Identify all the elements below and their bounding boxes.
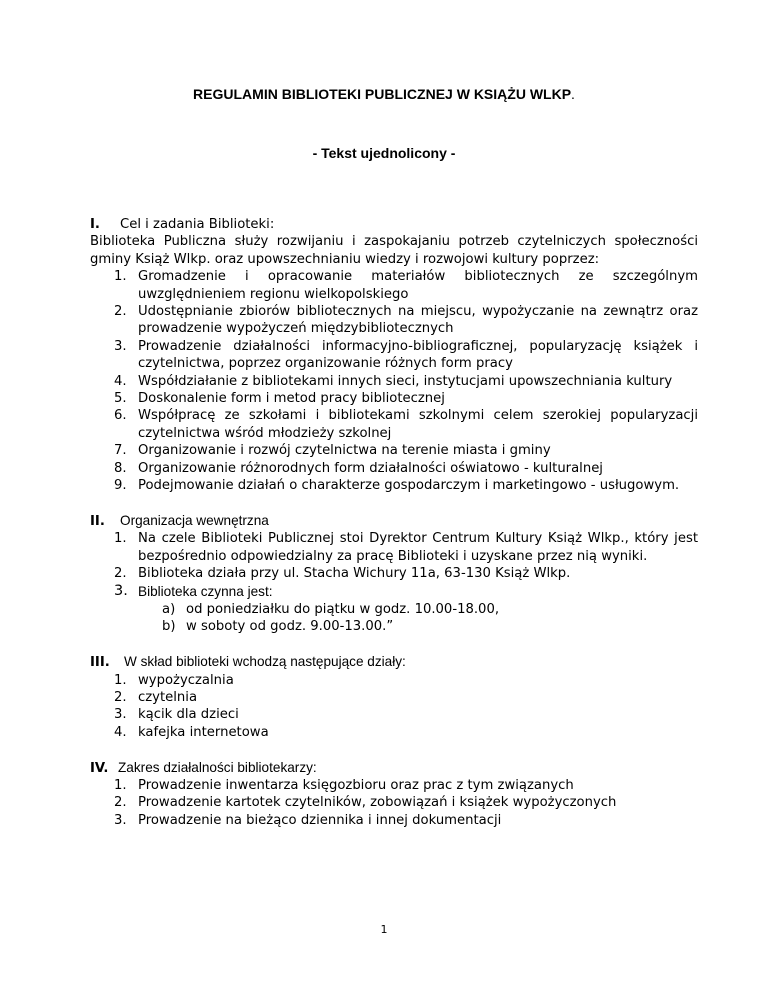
list-item: 1. Prowadzenie inwentarza księgozbioru oraz prac z tym związanych <box>114 777 574 793</box>
list-item: 2. czytelnia <box>114 689 198 705</box>
section-number: I. <box>90 217 100 232</box>
duties-list <box>90 777 698 829</box>
departments-list <box>90 672 698 742</box>
list-item: 3. Biblioteka czynna jest: a) od poniedziałku do piątku w godz. 10.00-18.00, b) w soboty od godz. 9.00-13.00.” <box>90 583 698 636</box>
organization-list <box>90 530 698 635</box>
section-heading-2 <box>90 512 698 530</box>
list-item: 1. wypożyczalnia <box>114 672 234 688</box>
document-subtitle: - Tekst ujednolicony - <box>312 145 456 161</box>
section-title: Organizacja wewnętrzna <box>120 512 269 528</box>
section-heading-1 <box>90 216 698 233</box>
list-item: 2. Udostępnianie zbiorów bibliotecznych na miejscu, wypożyczanie na zewnątrz oraz prowadzenie wypożyczeń międzybibliotecznych <box>114 304 698 337</box>
section-heading-3 <box>90 653 698 671</box>
hours-item: a) od poniedziałku do piątku w godz. 10.00-18.00, <box>162 601 500 617</box>
title-text: REGULAMIN BIBLIOTEKI PUBLICZNEJ W KSIĄŻU WLKP <box>193 86 572 102</box>
section-title: Cel i zadania Biblioteki: <box>120 217 275 232</box>
list-item: 9. Podejmowanie działań o charakterze gospodarczym i marketingowo - usługowym. <box>114 478 680 494</box>
section-number: II. <box>90 513 105 529</box>
list-item: 2. Prowadzenie kartotek czytelników, zobowiązań i książek wypożyczonych <box>114 795 617 811</box>
section-title: Zakres działalności bibliotekarzy: <box>118 759 317 775</box>
list-item: 1. Gromadzenie i opracowanie materiałów bibliotecznych ze szczególnym uwzględnieniem regionu wielkopolskiego <box>114 269 698 302</box>
list-item: 3. Prowadzenie na bieżąco dziennika i innej dokumentacji <box>114 812 502 828</box>
list-item: 8. Organizowanie różnorodnych form działalności oświatowo - kulturalnej <box>114 460 603 476</box>
list-item: 6. Współpracę ze szkołami i bibliotekami szkolnymi celem szerokiej popularyzacji czytelnictwa wśród młodzieży szkolnej <box>114 408 698 441</box>
list-item: 3. kącik dla dzieci <box>114 707 239 723</box>
list-item: 7. Organizowanie i rozwój czytelnictwa na terenie miasta i gminy <box>114 443 551 459</box>
list-item: 5. Doskonalenie form i metod pracy bibliotecznej <box>114 391 445 407</box>
list-item: 4. kafejka internetowa <box>114 724 269 740</box>
section-number: III. <box>90 655 110 671</box>
hours-item: b) w soboty od godz. 9.00-13.00.” <box>162 619 394 635</box>
document-title <box>0 85 768 103</box>
title-dot: . <box>571 86 575 102</box>
section-title: W skład biblioteki wchodzą następujące działy: <box>124 654 406 670</box>
list-item: 4. Współdziałanie z bibliotekami innych sieci, instytucjami upowszechniania kultury <box>114 373 673 389</box>
opening-hours <box>138 601 698 636</box>
list-item: 3. Prowadzenie działalności informacyjno-bibliograficznej, popularyzację książek i czytelnictwa, poprzez organizowanie różnych form pracy <box>114 338 698 372</box>
section-intro: Biblioteka Publiczna służy rozwijaniu i zaspokajaniu potrzeb czytelniczych społeczności gminy Książ Wlkp. oraz upowszechnianiu wiedzy i rozwojowi kultury poprzez: <box>90 234 698 267</box>
task-list <box>90 268 698 494</box>
page-number: 1 <box>380 923 388 936</box>
document-body <box>90 216 698 829</box>
section-number: IV. <box>90 760 109 776</box>
section-heading-4 <box>90 759 698 777</box>
list-item: 2. Biblioteka działa przy ul. Stacha Wichury 11a, 63-130 Książ Wlkp. <box>114 566 571 582</box>
list-item: 1. Na czele Biblioteki Publicznej stoi Dyrektor Centrum Kultury Książ Wlkp., który jest bezpośrednio odpowiedzialny za pracę Biblioteki i uzyskane przez nią wyniki. <box>114 531 698 564</box>
